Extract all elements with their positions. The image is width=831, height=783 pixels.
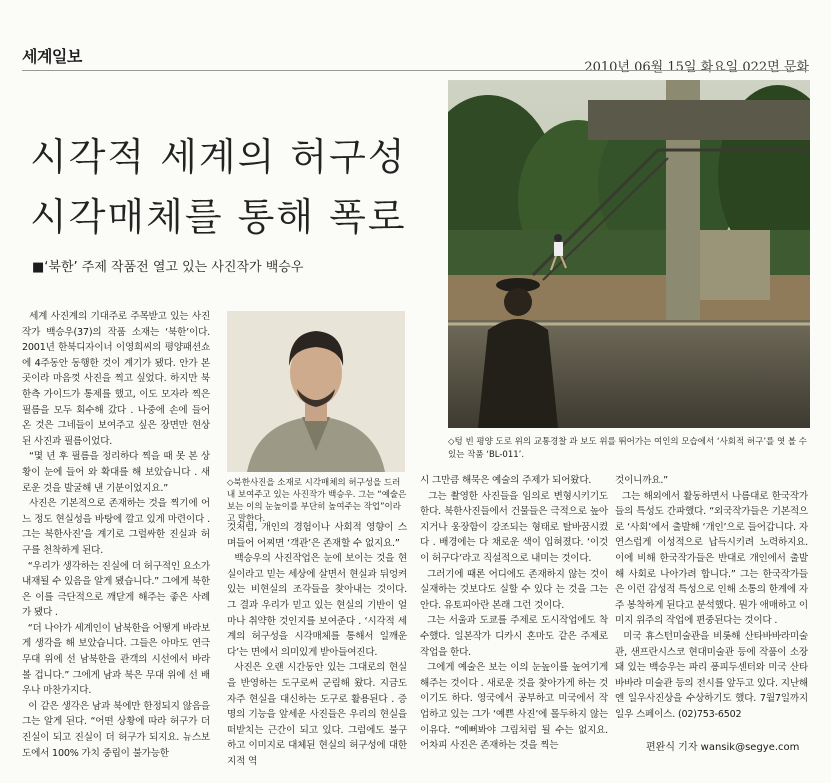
portrait-caption: ◇북한사진을 소재로 시각매체의 허구성을 드러내 보여주고 있는 사진작가 백승우. 그는 “예술은 보는 이의 눈높이를 부단히 높여주는 작업”이라고 말한다. — [227, 478, 407, 524]
article-column-2: 것처럼, 개인의 경험이나 사회적 영향이 스며들어 어찌면 ‘객관’은 존재할 수 없지요.” 백승우의 사진작업은 눈에 보이는 것을 현실이라고 믿는 세상에 살면서 현실과 뒤엉켜 있는 비현실의 조각들을 찾아내는 것이다. 그 결과 우리가 믿고 있는 현실의 기반이 얼마나 취약한 것인지를 보여준다 . ‘시각적 세계의 허구성을 시각매체를 통해서 일깨운다’는 면에서 의미있게 받아들여진다. 사진은 오랜 시간동안 있는 그대로의 현실을 반영하는 도구로써 군림해 왔다. 지금도 자주 현실을 대신하는 도구로 활용된다 . 증명의 기능을 앞세운 사진들은 우리의 현실을 떠받치는 근간이 되고 있다. 그럼에도 불구하고 이미지로 대체된 현실의 허구성에 대한 지적 역 — [227, 522, 407, 767]
main-photo — [448, 80, 810, 428]
subheadline: ■‘북한’ 주제 작품전 열고 있는 사진작가 백승우 — [32, 260, 304, 275]
article-column-3: 시 그만큼 해묵은 예술의 주제가 되어왔다. 그는 촬영한 사진들을 임의로 변형시키기도 한다. 북한사진들에서 건물들은 극적으로 높아지거나 웅장함이 강조되는 형태로 탈바꿈시켰다 . 배경에는 다 채로운 색이 입혀졌다. ‘이것이 허구다’라고 직설적으로 내미는 것이다. 그러기에 때론 어디에도 존재하지 않는 것이 실재하는 것보다도 실할 수 있다 는 것을 그는 안다. 유토피아란 본래 그런 것이다. 그는 서울과 도쿄를 주제로 도시작업에도 착수했다. 일본작가 디카시 혼마도 같은 주제로 작업을 한다. 그에게 예술은 보는 이의 눈높이를 높여기게 해주는 것이다 . 새로운 것을 찾아가게 하는 것이기도 하다. 영국에서 공부하고 미국에서 작업하고 있는 그가 ‘예쁜 사진’에 몰두하지 않는 이유다. “예뻐봐야 그림처럼 될 수는 없지요. 어차피 사진은 존재하는 것을 찍는 — [420, 475, 609, 752]
main-photo-caption: ◇텅 빈 평양 도로 위의 교통경찰 과 보도 위를 뛰어가는 여인의 모습에서 ‘사회적 허구’를 엿 볼 수 있는 작품 ‘BL-011’. — [448, 437, 807, 460]
masthead: 세계일보 — [22, 47, 82, 66]
byline: 편완식 기자 wansik@segye.com — [646, 742, 800, 753]
article-column-4: 것이니까요.” 그는 해외에서 활동하면서 나름대로 한국작가들의 특성도 간파했다. “외국작가들은 기본적으로 ‘사회’에서 출발해 ‘개인’으로 들어갑니다. 자연스럽게 이성적으로 납득시키려 노력하지요. 이에 비해 한국작가들은 반대로 개인에서 출발해 사회로 나아가려 합니다.” 그는 한국작가들은 이런 감성적 특성으로 인해 소통의 한계에 자주 봉착하게 된다고 분석했다. 뭔가 애매하고 이미지 위주의 작업에 편중된다는 것이다 . 미국 휴스턴미술관을 비롯해 산타바바라미술관, 샌프란시스코 현대미술관 등에 작품이 소장돼 있는 백승우는 파리 퐁피두센터와 미국 산타바바라 미술관 등의 전시를 앞두고 있다. 지난해엔 일우사진상을 수상하기도 했다. 7월7일까지 일우 스페이스. (02)753-6502 — [615, 475, 808, 720]
headline-line-2: 시각매체를 통해 폭로 — [30, 195, 407, 239]
portrait-photo — [227, 311, 405, 472]
article-column-1: 세계 사진계의 기대주로 주목받고 있는 사진작가 백승우(37)의 작품 소재는 ‘북한’이다. 2001년 한북디자이너 이영희씨의 평양패션쇼에 4주동안 동행한 것이 계기가 됐다. 안가 본 곳이라 마음껏 사진을 찍고 싶었다. 하지만 북한측 가이드가 통제를 했고, 이도 모자라 찍은 필름을 모두 회수해 갔다 . 나중에 손에 들어 온 것은 그네들이 보여주고 싶은 장면만 현상 된 사진과 필름이었다. “몇 년 후 필름을 정리하다 찍을 때 못 본 상황이 눈에 들어 와 확대를 해 보았습니다 . 새로운 것을 발굴해 낸 기분이었지요.” 사진은 기본적으로 존재하는 것을 찍기에 어느 정도 현실성을 바탕에 깔고 있게 마련이다 . 그는 북한사진’을 계기로 그럴싸한 진실과 허구를 천착하게 된다. “우리가 생각하는 진실에 더 허구적인 요소가 내재될 수 있음을 알게 됐습니다.” 그에게 북한은 이를 극단적으로 깨닫게 해주는 좋은 사례가 됐다 . “더 나아가 세계인이 남북한을 어떻게 바라보게 생각을 해 보았습니다. 그들은 아마도 연극무대 위에 선 남북한을 관객의 시선에서 바라볼 겁니다.” 그에게 남과 북은 무대 위에 선 배우나 마찬가지다. 이 같은 생각은 남과 북에만 한정되지 않음을 그는 알게 된다. “어떤 상황에 따라 허구가 더 진실이 되고 진실이 더 허구가 되지요. 뉴스보도에서 100% 가치 중립이 불가능한 — [22, 311, 211, 759]
header-rule — [22, 70, 809, 71]
dateline: 2010년 06월 15일 화요일 022면 문화 — [584, 60, 809, 75]
headline-line-1: 시각적 세계의 허구성 — [30, 135, 407, 179]
